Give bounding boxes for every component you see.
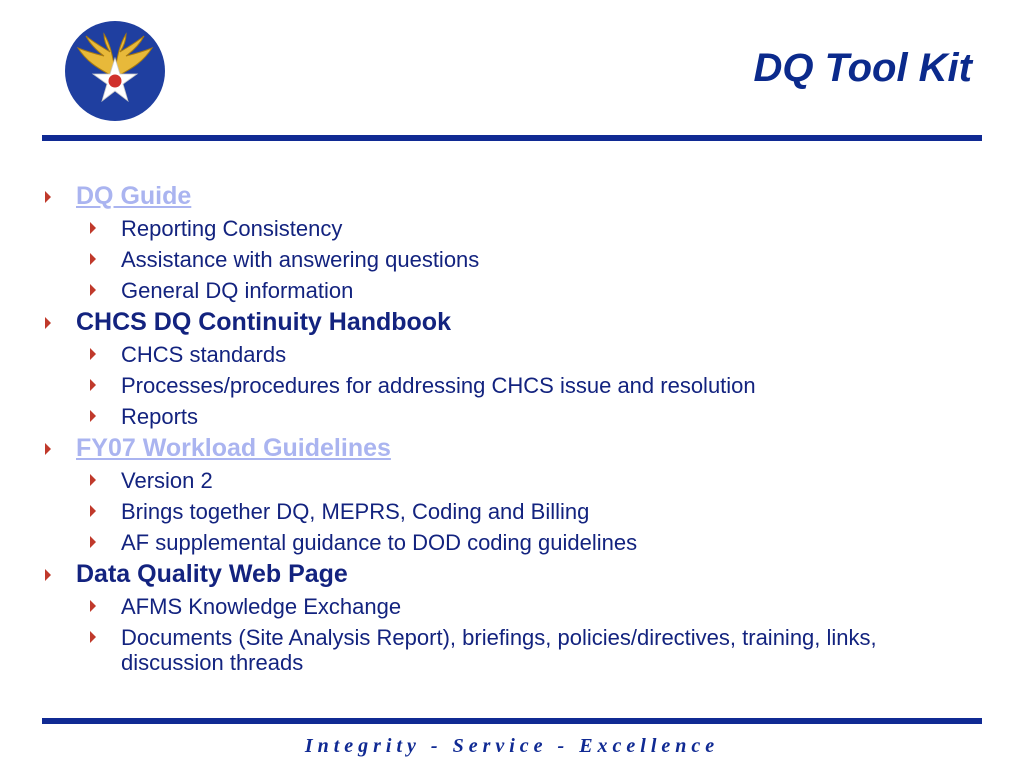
list-item (0, 432, 1024, 558)
sub-list-item (76, 465, 1024, 496)
air-corps-wings-star-icon (62, 18, 168, 124)
sub-list-item (76, 213, 1024, 244)
sub-list-item (76, 622, 1024, 678)
sub-list-item (76, 401, 1024, 432)
bullet-icon (45, 191, 51, 203)
bullet-icon (90, 474, 96, 486)
sub-list-item (76, 591, 1024, 622)
sub-list (76, 591, 1024, 678)
bullet-icon (45, 317, 51, 329)
sub-item-text: General DQ information (121, 278, 354, 303)
bullet-icon (90, 284, 96, 296)
footer-divider (42, 718, 982, 724)
sub-list (76, 465, 1024, 558)
sub-item-text: AF supplemental guidance to DOD coding guidelines (121, 530, 638, 555)
bullet-icon (90, 505, 96, 517)
sub-list-item (76, 527, 1024, 558)
list-item (0, 180, 1024, 306)
topic-heading: Data Quality Web Page (76, 560, 348, 588)
bullet-icon (90, 253, 96, 265)
bullet-icon (90, 410, 96, 422)
sub-item-text: Assistance with answering questions (121, 247, 480, 272)
list-item (0, 558, 1024, 678)
bullet-icon (90, 379, 96, 391)
bullet-icon (45, 443, 51, 455)
bullet-icon (45, 569, 51, 581)
sub-item-text: Version 2 (121, 468, 213, 493)
sub-list-item (76, 496, 1024, 527)
footer-motto: Integrity - Service - Excellence (304, 735, 720, 757)
bullet-icon (90, 536, 96, 548)
sub-list-item (76, 339, 1024, 370)
bullet-icon (90, 222, 96, 234)
bullet-icon (90, 631, 96, 643)
bullet-icon (90, 600, 96, 612)
sub-list (76, 213, 1024, 306)
sub-item-text: Reporting Consistency (121, 216, 343, 241)
sub-item-text: Brings together DQ, MEPRS, Coding and Billing (121, 499, 590, 524)
topic-link[interactable]: DQ Guide (76, 182, 192, 210)
sub-list-item (76, 275, 1024, 306)
bullet-list (0, 180, 1024, 678)
list-item (0, 306, 1024, 432)
topic-link[interactable]: FY07 Workload Guidelines (76, 434, 391, 462)
sub-list (76, 339, 1024, 432)
sub-item-text: Reports (121, 404, 199, 429)
main-list (0, 180, 1024, 678)
sub-item-text: Documents (Site Analysis Report), briefings, policies/directives, training, links, discussion threads (121, 625, 877, 675)
sub-item-text: Processes/procedures for addressing CHCS issue and resolution (121, 373, 756, 398)
sub-item-text: CHCS standards (121, 342, 287, 367)
bullet-icon (90, 348, 96, 360)
header-divider (42, 135, 982, 141)
sub-list-item (76, 244, 1024, 275)
page-title: DQ Tool Kit (753, 46, 972, 90)
sub-item-text: AFMS Knowledge Exchange (121, 594, 402, 619)
sub-list-item (76, 370, 1024, 401)
topic-heading: CHCS DQ Continuity Handbook (76, 308, 451, 336)
